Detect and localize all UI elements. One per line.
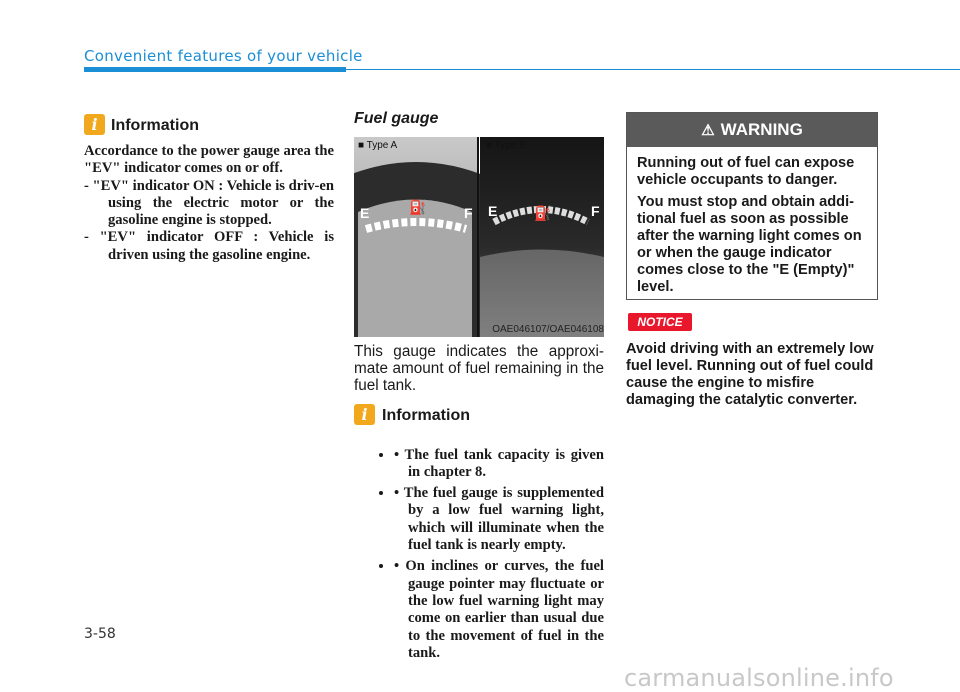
figure-caption: OAE046107/OAE046108 [492, 324, 604, 335]
fuel-gauge-description: This gauge indicates the approxi-mate amount of fuel remaining in the fuel tank. [354, 343, 604, 394]
watermark: carmanualsonline.info [624, 664, 894, 692]
info-body [354, 432, 604, 677]
warning-paragraph: You must stop and obtain addi-tional fuel as soon as possible after the warning light comes on or when the gauge indicator comes close to the "E (Empty)" level. [637, 194, 862, 295]
fuel-gauge-illustration [354, 137, 604, 337]
notice-badge: NOTICE [628, 313, 692, 331]
gauge-a-empty-label: E [360, 205, 370, 221]
fuel-pump-icon: ⛽ [409, 199, 427, 215]
fuel-pump-icon: ⛽ [534, 205, 552, 221]
notice-text: Avoid driving with an extremely low fuel level. Running out of fuel could cause the engine to misfire damaging the catalytic converter. [626, 341, 874, 408]
info-title: Information [111, 117, 199, 134]
warning-text [637, 155, 869, 301]
type-b-label: ■ Type B [486, 140, 526, 151]
warning-title: WARNING [720, 120, 803, 139]
header-accent-bar [84, 67, 346, 72]
info-intro: Accordance to the power gauge area the "EV" indicator comes on or off. [84, 143, 334, 177]
gauge-b-full-label: F [591, 203, 600, 219]
section-title: Convenient features of your vehicle [84, 47, 363, 65]
gauge-b-empty-label: E [488, 203, 498, 219]
type-a-label: ■ Type A [358, 140, 398, 151]
warning-header [627, 113, 877, 147]
info-list [354, 447, 604, 663]
info-body [84, 143, 334, 264]
page-number: 3-58 [84, 626, 116, 642]
list-item: - "EV" indicator ON : Vehicle is driv-en using the electric motor or the gasoline engine is stopped. [84, 177, 334, 229]
header-rule [346, 69, 960, 70]
info-title: Information [382, 407, 470, 424]
warning-triangle-icon: ⚠ [701, 122, 715, 139]
list-item: • • The fuel tank capacity is given in chapter 8. [394, 447, 604, 482]
info-list [84, 178, 334, 264]
gauge-a-full-label: F [464, 205, 473, 221]
info-icon: i [84, 114, 105, 135]
list-item: - "EV" indicator OFF : Vehicle is driven using the gasoline engine. [84, 229, 334, 263]
warning-box [626, 112, 878, 300]
list-item: • • The fuel gauge is supplemented by a low fuel warning light, which will illuminate when the fuel tank is nearly empty. [394, 485, 604, 554]
fuel-gauge-heading: Fuel gauge [354, 110, 439, 127]
fuel-gauge-figure [354, 137, 604, 337]
warning-paragraph: Running out of fuel can expose vehicle occupants to danger. [637, 155, 855, 188]
info-icon: i [354, 404, 375, 425]
list-item: • • On inclines or curves, the fuel gauge pointer may fluctuate or the low fuel warning light may come on earlier than usual due to the movement of fuel in the tank. [394, 558, 604, 662]
